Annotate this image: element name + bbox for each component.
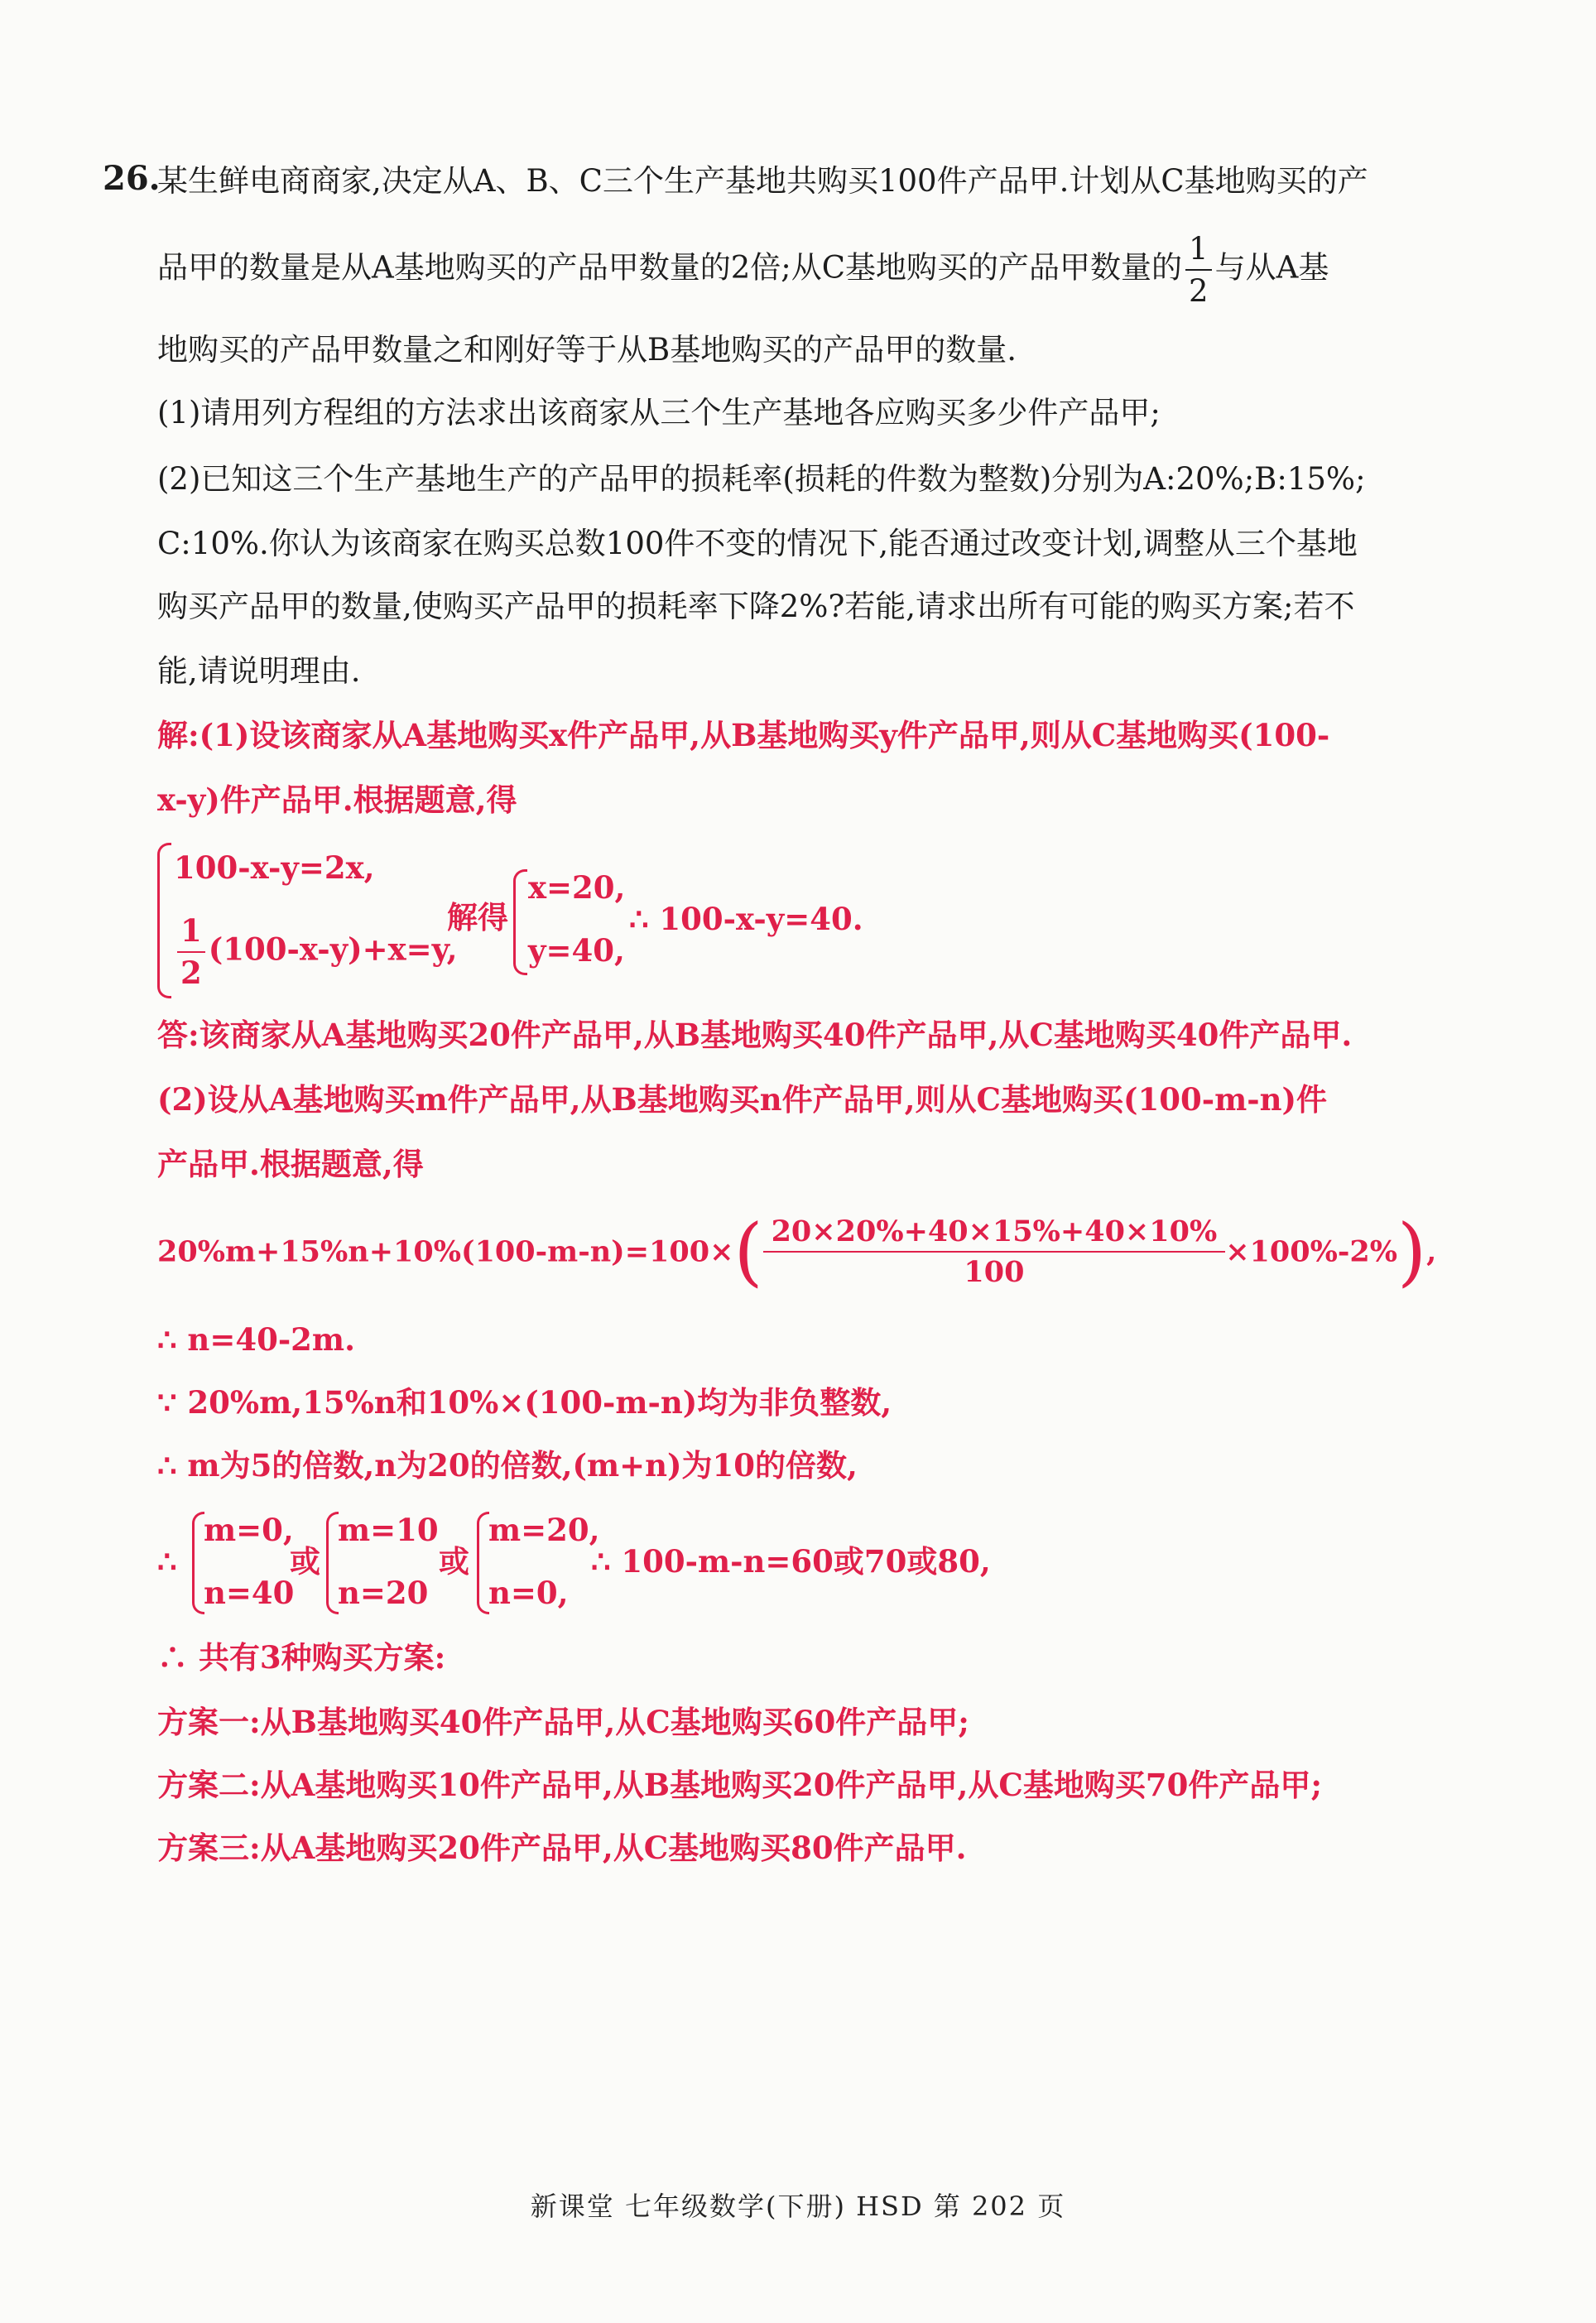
- system-2-eq-1: x=20,: [528, 869, 626, 906]
- system-1-eq-2: [174, 912, 458, 991]
- problem-line-2-tail: 与从A基: [1214, 249, 1329, 286]
- page-footer: 新课堂 七年级数学(下册) HSD 第 202 页: [530, 2191, 1066, 2222]
- solution-1-line-2: x-y)件产品甲.根据题意,得: [157, 782, 517, 818]
- right-paren: ): [1397, 1208, 1427, 1296]
- case-1-m: m=0,: [204, 1512, 294, 1548]
- solution-2-line-2: 产品甲.根据题意,得: [157, 1146, 424, 1182]
- or-1: 或: [290, 1543, 320, 1580]
- problem-part-2-line-1: (2)已知这三个生产基地生产的产品甲的损耗率(损耗的件数为整数)分别为A:20%;B:15%;: [157, 461, 1366, 497]
- cases-prefix: ∴: [157, 1543, 177, 1580]
- problem-line-2-text: 品甲的数量是从A基地购买的产品甲数量的2倍;从C基地购买的产品甲数量的: [157, 249, 1183, 286]
- or-2: 或: [439, 1543, 469, 1580]
- case-2-m: m=10: [338, 1512, 439, 1548]
- problem-line-3: 地购买的产品甲数量之和刚好等于从B基地购买的产品甲的数量.: [157, 332, 1017, 368]
- case-3-brace: [477, 1512, 489, 1614]
- problem-part-2-line-2: C:10%.你认为该商家在购买总数100件不变的情况下,能否通过改变计划,调整从三个基地: [157, 526, 1358, 561]
- equation-2-right: ×100%-2%: [1225, 1234, 1397, 1269]
- equation-2-fraction: $\frac{20\times 20\%+40\times 15\%+40\times 10\%}{100}$: [763, 1217, 1226, 1287]
- system-brace-1: [157, 843, 171, 998]
- total-plans: ∴ 共有3种购买方案:: [157, 1639, 446, 1676]
- problem-part-2-line-4: 能,请说明理由.: [157, 653, 361, 689]
- plan-3: 方案三:从A基地购买20件产品甲,从C基地购买80件产品甲.: [157, 1830, 967, 1866]
- case-1-n: n=40: [204, 1575, 295, 1611]
- system-1-eq-1: 100-x-y=2x,: [174, 849, 375, 886]
- multiples-line: ∴ m为5的倍数,n为20的倍数,(m+n)为10的倍数,: [157, 1447, 858, 1484]
- solve-label: 解得: [447, 899, 508, 935]
- equation-2: [157, 1208, 1437, 1296]
- answer-1: 答:该商家从A基地购买20件产品甲,从B基地购买40件产品甲,从C基地购买40件产品甲.: [157, 1017, 1353, 1053]
- fraction-one-half-eq: $\frac{1}{2}$: [177, 916, 205, 988]
- case-2-n: n=20: [338, 1575, 429, 1611]
- plan-2: 方案二:从A基地购买10件产品甲,从B基地购买20件产品甲,从C基地购买70件产品甲;: [157, 1767, 1322, 1803]
- case-3-m: m=20,: [488, 1512, 600, 1548]
- left-paren: (: [733, 1208, 763, 1296]
- problem-part-2-line-3: 购买产品甲的数量,使购买产品甲的损耗率下降2%?若能,请求出所有可能的购买方案;若不: [157, 589, 1355, 624]
- equation-2-end: ,: [1426, 1234, 1437, 1269]
- solution-2-line-1: (2)设从A基地购买m件产品甲,从B基地购买n件产品甲,则从C基地购买(100-m-n)件: [157, 1081, 1328, 1118]
- equation-2-left: 20%m+15%n+10%(100-m-n)=100×: [157, 1234, 734, 1269]
- plan-1: 方案一:从B基地购买40件产品甲,从C基地购买60件产品甲;: [157, 1704, 969, 1740]
- case-1-brace: [192, 1512, 204, 1614]
- case-2-brace: [326, 1512, 339, 1614]
- problem-line-2: [157, 231, 1329, 309]
- problem-line-1: 某生鲜电商商家,决定从A、B、C三个生产基地共购买100件产品甲.计划从C基地购买的产: [157, 163, 1368, 199]
- cases-result: ∴ 100-m-n=60或70或80,: [591, 1543, 991, 1580]
- fraction-one-half: $\frac{1}{2}$: [1185, 233, 1212, 306]
- problem-part-1: (1)请用列方程组的方法求出该商家从三个生产基地各应购买多少件产品甲;: [157, 395, 1161, 430]
- because-line: ∵ 20%m,15%n和10%×(100-m-n)均为非负整数,: [157, 1384, 892, 1421]
- therefore-n: ∴ n=40-2m.: [157, 1321, 355, 1358]
- problem-number: 26.: [103, 159, 161, 198]
- system-brace-2: [513, 869, 527, 975]
- system-2-eq-2: y=40,: [528, 932, 625, 969]
- case-3-n: n=0,: [488, 1575, 569, 1611]
- solution-1-line-1: 解:(1)设该商家从A基地购买x件产品甲,从B基地购买y件产品甲,则从C基地购买(100-: [157, 717, 1330, 753]
- result-1: ∴ 100-x-y=40.: [629, 901, 863, 937]
- system-1-eq-2-text: (100-x-y)+x=y,: [208, 931, 458, 968]
